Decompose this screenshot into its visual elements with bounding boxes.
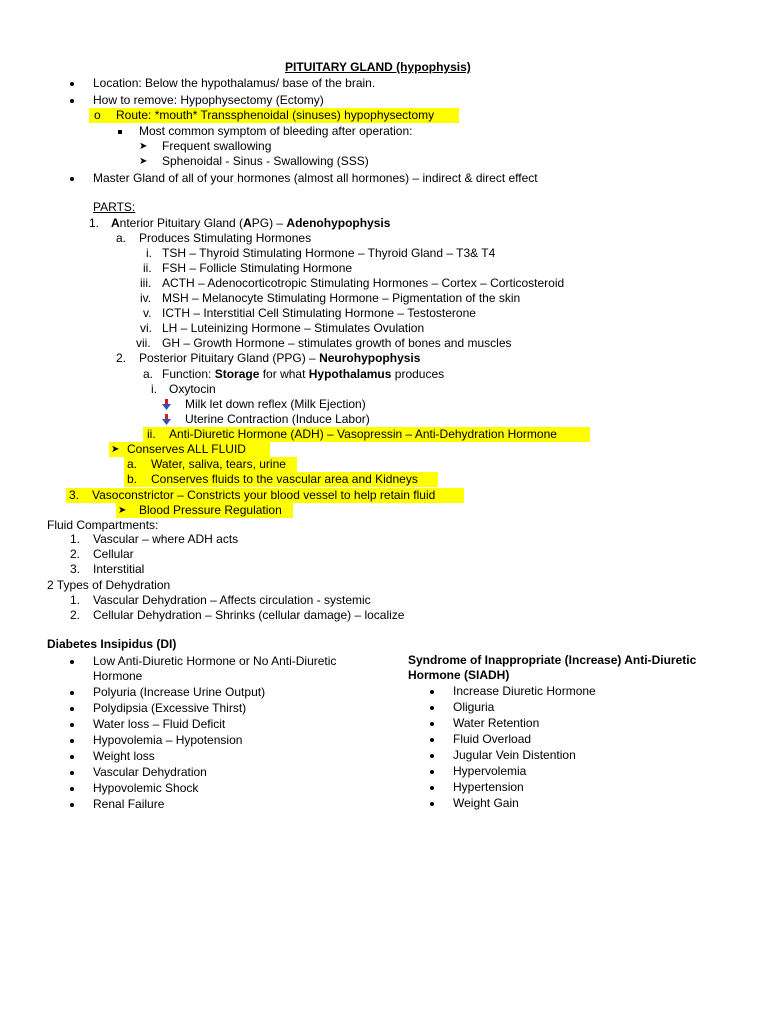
down-arrow-icon xyxy=(162,414,171,425)
down-arrow-icon xyxy=(162,399,171,410)
bullet-icon xyxy=(70,82,74,86)
square-bullet-icon xyxy=(118,130,122,134)
bullet-icon xyxy=(430,754,434,758)
bullet-icon xyxy=(70,691,74,695)
bullet-icon xyxy=(70,803,74,807)
page-title: PITUITARY GLAND (hypophysis) xyxy=(285,60,471,74)
bullet-icon xyxy=(70,723,74,727)
bullet-icon xyxy=(70,787,74,791)
list-item: Uterine Contraction (Induce Labor) xyxy=(0,412,9,427)
bullet-icon xyxy=(430,738,434,742)
arrow-bullet-icon: ➤ xyxy=(111,444,120,455)
bullet-icon xyxy=(430,770,434,774)
bullet-icon xyxy=(70,177,74,181)
bullet-icon xyxy=(430,786,434,790)
bullet-icon xyxy=(70,660,74,664)
bullet-icon xyxy=(70,755,74,759)
bullet-icon xyxy=(430,706,434,710)
arrow-bullet-icon: ➤ xyxy=(139,141,148,152)
bullet-icon xyxy=(430,722,434,726)
bullet-icon xyxy=(70,739,74,743)
bullet-icon xyxy=(70,707,74,711)
arrow-bullet-icon: ➤ xyxy=(139,156,148,167)
bullet-icon xyxy=(70,771,74,775)
list-item: Milk let down reflex (Milk Ejection) xyxy=(0,397,9,412)
bullet-icon xyxy=(430,690,434,694)
bullet-icon xyxy=(70,99,74,103)
bullet-icon xyxy=(430,802,434,806)
arrow-bullet-icon: ➤ xyxy=(118,505,127,516)
